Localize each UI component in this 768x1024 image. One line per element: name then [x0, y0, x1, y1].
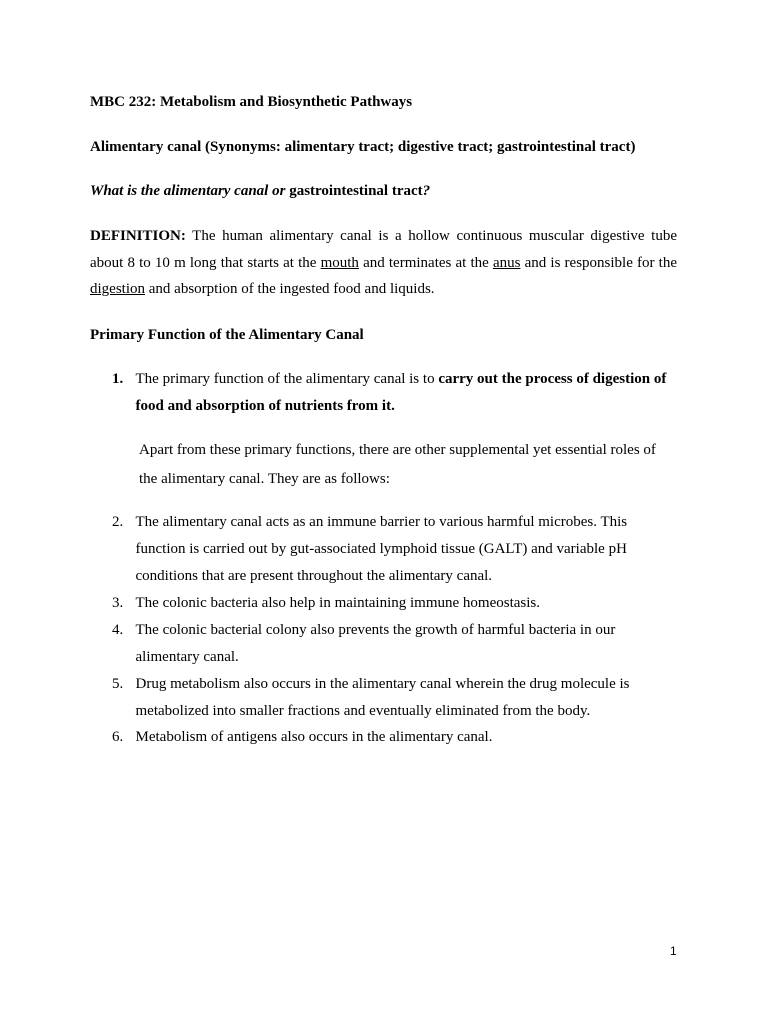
list-item-text-plain: The primary function of the alimentary canal is to [135, 371, 439, 387]
definition-text-1: The human alimentary canal is a hollow continuous muscular digestive tube about 8 to 10 m long that starts at the [90, 228, 677, 271]
definition-text-4: and absorption of the ingested food and liquids. [145, 281, 435, 297]
link-anus[interactable]: anus [492, 254, 521, 271]
definition-paragraph [90, 223, 677, 303]
list-item [112, 724, 678, 751]
list-item-number: 4. [112, 622, 124, 638]
supplemental-line-1: Apart from these primary functions, there are other supplemental yet essential roles of [139, 442, 656, 458]
list-item-text-bold: carry out the process of digestion of food and absorption of nutrients from it. [135, 371, 667, 414]
definition-text-2: and terminates at the [358, 254, 493, 271]
link-mouth[interactable]: mouth [320, 254, 359, 271]
list-item-text: Metabolism of antigens also occurs in the alimentary canal. [135, 729, 493, 745]
list-item-text: The colonic bacteria also help in maintaining immune homeostasis. [135, 595, 540, 611]
section-title-alimentary-canal: Alimentary canal (Synonyms: alimentary tract; digestive tract; gastrointestinal tract) [90, 139, 636, 155]
list-item-number: 5. [112, 676, 124, 692]
list-item [112, 671, 678, 725]
list-item [112, 509, 678, 590]
question-mark: ? [422, 183, 431, 199]
list-item-number: 3. [112, 595, 124, 611]
course-title: MBC 232: Metabolism and Biosynthetic Pathways [90, 94, 413, 110]
list-item-text: The colonic bacterial colony also prevents the growth of harmful bacteria in our alimentary canal. [135, 622, 616, 665]
list-item-text: The alimentary canal acts as an immune barrier to various harmful microbes. This function is carried out by gut-associated lymphoid tissue (GALT) and variable pH conditions that are present throughout the alimentary canal. [135, 514, 628, 584]
primary-function-heading: Primary Function of the Alimentary Canal [90, 327, 364, 343]
list-item-text: Drug metabolism also occurs in the alimentary canal wherein the drug molecule is metabolized into smaller fractions and eventually eliminated from the body. [135, 676, 630, 719]
list-item-number: 2. [112, 514, 124, 530]
link-digestion[interactable]: digestion [90, 281, 145, 297]
list-item [112, 617, 678, 671]
question-heading [90, 183, 677, 199]
question-italic: What is the alimentary canal or [90, 183, 286, 199]
list-item-text [136, 366, 679, 420]
definition-label: DEFINITION: [90, 228, 186, 244]
list-item-number: 1. [112, 371, 124, 387]
question-bold: gastrointestinal tract [285, 183, 423, 199]
list-item [112, 590, 678, 617]
list-item [112, 366, 678, 420]
supplemental-line-2: the alimentary canal. They are as follows: [139, 471, 390, 487]
definition-text-3: and is responsible for the [520, 254, 677, 271]
supplemental-paragraph [139, 436, 679, 494]
page-number: 1 [670, 944, 677, 958]
list-item-number: 6. [112, 729, 124, 745]
